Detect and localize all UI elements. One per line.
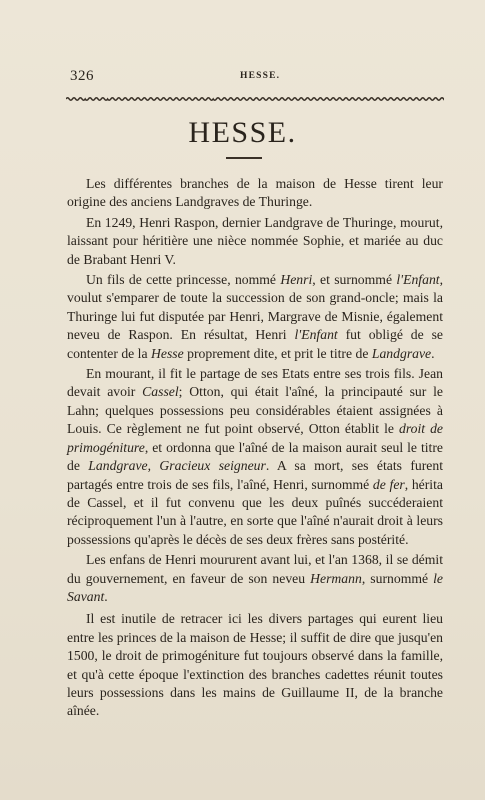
- italic-text: Hesse: [150, 345, 184, 361]
- text-run: proprement dite, et prit le titre de: [183, 345, 372, 361]
- paragraph: [67, 214, 443, 269]
- italic-text: Cassel: [142, 384, 179, 400]
- ornamental-rule: [66, 94, 444, 104]
- paragraph: [67, 175, 443, 212]
- title-rule: [226, 157, 262, 159]
- text-run: En 1249, Henri Raspon, dernier Landgrave de Thuringe, mourut, laissant pour héritière une nièce nommée Sophie, et mariée au duc de Brabant Henri V.: [67, 214, 443, 267]
- text-run: , voulut s'emparer de toute la succession de son grand-oncle; mais la Thuringe lui fut disputée par Henri, Margrave de Misnie, également neveu de Raspon. En résultat, Henri: [67, 272, 444, 343]
- paragraph: [67, 551, 443, 606]
- text-run: , et ordonna que l'aîné de la maison aurait seul le titre de: [67, 439, 443, 474]
- chapter-title: HESSE.: [188, 116, 297, 149]
- italic-text: Hermann: [310, 570, 362, 586]
- text-run: , surnommé: [361, 570, 434, 586]
- text-run: .: [104, 588, 108, 604]
- text-run: ,: [147, 458, 160, 474]
- page-number: 326: [70, 68, 94, 84]
- running-title: HESSE.: [240, 71, 281, 81]
- text-run: , hérita de Cassel, et il fut convenu que les deux puînés succéderaient réciproquement l'un à l'autre, en sorte que l'aîné n'aurait droit à leurs possessions qu'après le décès de ses deux frères sans postérité.: [67, 476, 443, 547]
- italic-text: Landgrave: [88, 458, 148, 474]
- italic-text: droit de primogéniture: [67, 421, 443, 455]
- italic-text: l'Enfant: [294, 327, 338, 343]
- text-run: En mourant, il fit le partage de ses Etats entre ses trois fils. Jean devait avoir: [67, 366, 443, 400]
- text-run: . A sa mort, ses états furent partagés entre trois de ses fils, l'aîné, Henri, surnommé: [67, 458, 444, 492]
- italic-text: Landgrave: [371, 345, 432, 361]
- text-run: , et surnommé: [312, 272, 397, 288]
- italic-text: l'Enfant: [396, 272, 440, 288]
- italic-text: de fer: [372, 476, 405, 492]
- text-run: Un fils de cette princesse, nommé: [86, 272, 281, 288]
- paragraph: [67, 365, 443, 549]
- text-run: fut obligé de se contenter de la: [67, 327, 443, 361]
- paragraph: [67, 271, 443, 363]
- text-run: Il est inutile de retracer ici les divers partages qui eurent lieu entre les princes de la maison de Hesse; il suffit de dire que jusqu'en 1500, le droit de primogéniture fut toujours observé dans la famille, et qu'à cette époque l'extinction des branches cadettes réunit toutes leurs possessions dans les mains de Guillaume II, de la branche aînée.: [67, 611, 443, 719]
- text-run: Les différentes branches de la maison de Hesse tirent leur origine des anciens Landgraves de Thuringe.: [67, 176, 443, 210]
- paragraph: [67, 610, 443, 720]
- text-run: ; Otton, qui était l'aîné, la principauté sur le Lahn; quelques possessions peu considérables étaient assignées à Louis. Ce règlement ne fut point observé, Otton établit le: [67, 384, 443, 437]
- running-head: [70, 68, 442, 88]
- italic-text: Gracieux seigneur: [159, 458, 266, 474]
- body-text: [67, 175, 443, 721]
- italic-text: le Savant: [67, 570, 443, 604]
- italic-text: Henri: [280, 272, 313, 288]
- text-run: Les enfans de Henri moururent avant lui, et l'an 1368, il se démit du gouvernement, en faveur de son neveu: [67, 552, 443, 586]
- text-run: .: [431, 345, 435, 361]
